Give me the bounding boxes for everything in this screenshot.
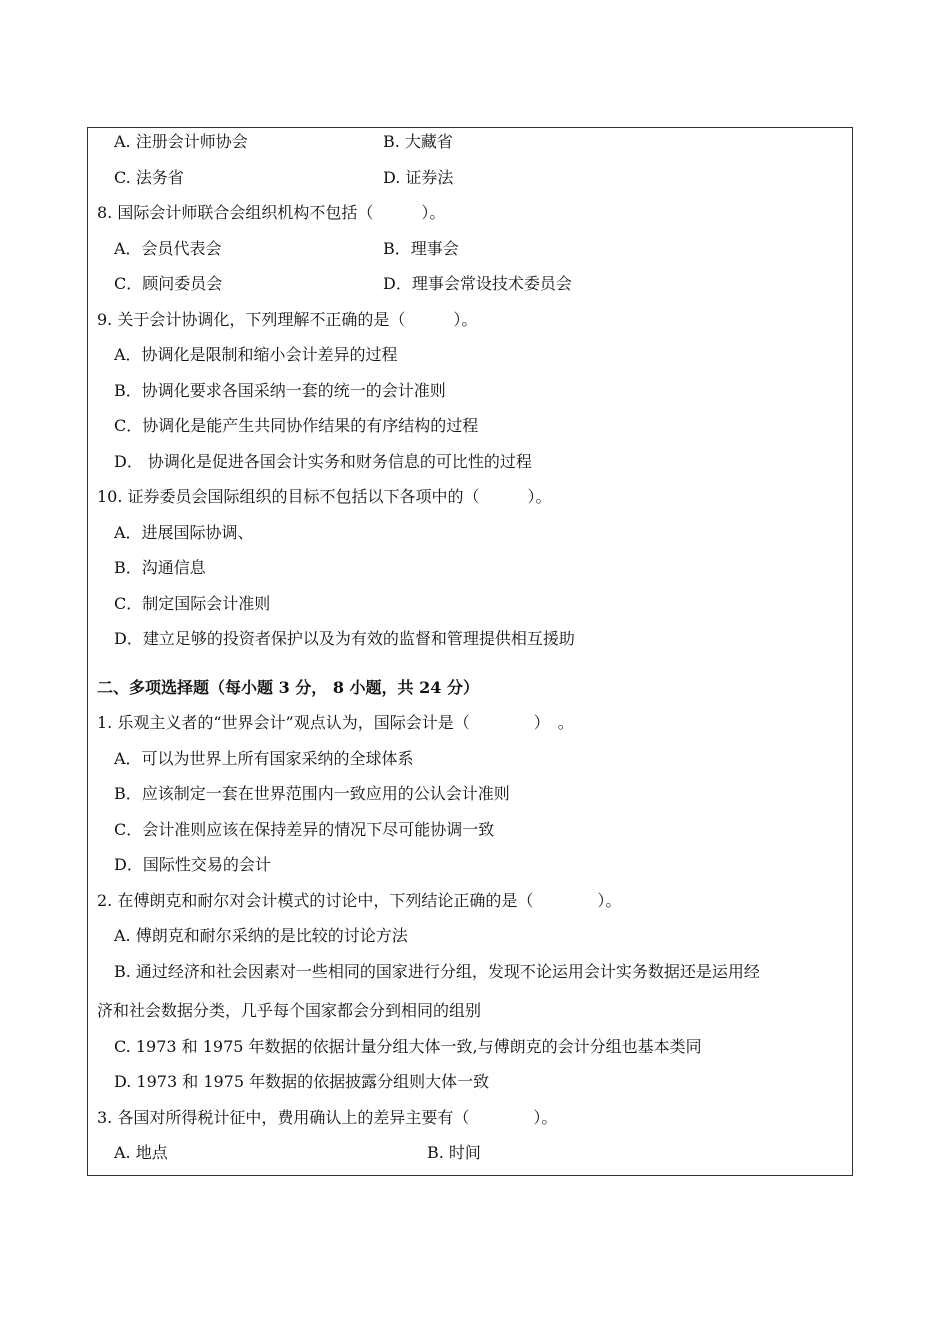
m1-option-d: D．国际性交易的会计 bbox=[114, 855, 271, 874]
m2-option-d: D. 1973 和 1975 年数据的依据披露分组则大体一致 bbox=[114, 1072, 490, 1091]
m2-option-b-line1: B. 通过经济和社会因素对一些相同的国家进行分组，发现不论运用会计实务数据还是运用经 bbox=[114, 962, 760, 981]
q10-option-a: A．进展国际协调、 bbox=[114, 523, 254, 542]
q10-option-b: B．沟通信息 bbox=[114, 558, 206, 577]
q9-option-d: D． 协调化是促进各国会计实务和财务信息的可比性的过程 bbox=[114, 452, 532, 471]
m1-option-a: A．可以为世界上所有国家采纳的全球体系 bbox=[114, 749, 414, 768]
q7-option-d: D. 证券法 bbox=[383, 168, 454, 187]
q8-option-b: B．理事会 bbox=[383, 239, 459, 258]
q10-stem: 10. 证券委员会国际组织的目标不包括以下各项中的（ ）。 bbox=[97, 487, 552, 506]
m2-option-a: A. 傅朗克和耐尔采纳的是比较的讨论方法 bbox=[114, 926, 408, 945]
m1-option-c: C．会计准则应该在保持差异的情况下尽可能协调一致 bbox=[114, 820, 495, 839]
section-2-title: 二、多项选择题（每小题 3 分， 8 小题，共 24 分） bbox=[97, 678, 479, 697]
m3-option-b: B. 时间 bbox=[427, 1143, 481, 1162]
q7-option-a: A. 注册会计师协会 bbox=[114, 132, 248, 151]
q8-stem: 8. 国际会计师联合会组织机构不包括（ ）。 bbox=[97, 203, 446, 222]
q7-option-b: B. 大藏省 bbox=[383, 132, 453, 151]
q7-option-c: C. 法务省 bbox=[114, 168, 184, 187]
q8-option-d: D．理事会常设技术委员会 bbox=[383, 274, 572, 293]
q9-stem: 9. 关于会计协调化，下列理解不正确的是（ ）。 bbox=[97, 310, 478, 329]
m1-stem: 1. 乐观主义者的“世界会计”观点认为，国际会计是（ ） 。 bbox=[97, 713, 574, 732]
q8-option-c: C．顾问委员会 bbox=[114, 274, 223, 293]
q10-option-c: C．制定国际会计准则 bbox=[114, 594, 271, 613]
q9-option-b: B．协调化要求各国采纳一套的统一的会计准则 bbox=[114, 381, 446, 400]
q9-option-a: A．协调化是限制和缩小会计差异的过程 bbox=[114, 345, 398, 364]
m3-stem: 3. 各国对所得税计征中，费用确认上的差异主要有（ ）。 bbox=[97, 1108, 558, 1127]
q8-option-a: A．会员代表会 bbox=[114, 239, 222, 258]
m2-stem: 2. 在傅朗克和耐尔对会计模式的讨论中，下列结论正确的是（ ）。 bbox=[97, 891, 622, 910]
q9-option-c: C．协调化是能产生共同协作结果的有序结构的过程 bbox=[114, 416, 479, 435]
q10-option-d: D．建立足够的投资者保护以及为有效的监督和管理提供相互援助 bbox=[114, 629, 575, 648]
m2-option-c: C. 1973 和 1975 年数据的依据计量分组大体一致,与傅朗克的会计分组也基本类同 bbox=[114, 1037, 702, 1056]
m3-option-a: A. 地点 bbox=[114, 1143, 168, 1162]
m1-option-b: B．应该制定一套在世界范围内一致应用的公认会计准则 bbox=[114, 784, 510, 803]
m2-option-b-line2: 济和社会数据分类，几乎每个国家都会分到相同的组别 bbox=[97, 1001, 482, 1020]
